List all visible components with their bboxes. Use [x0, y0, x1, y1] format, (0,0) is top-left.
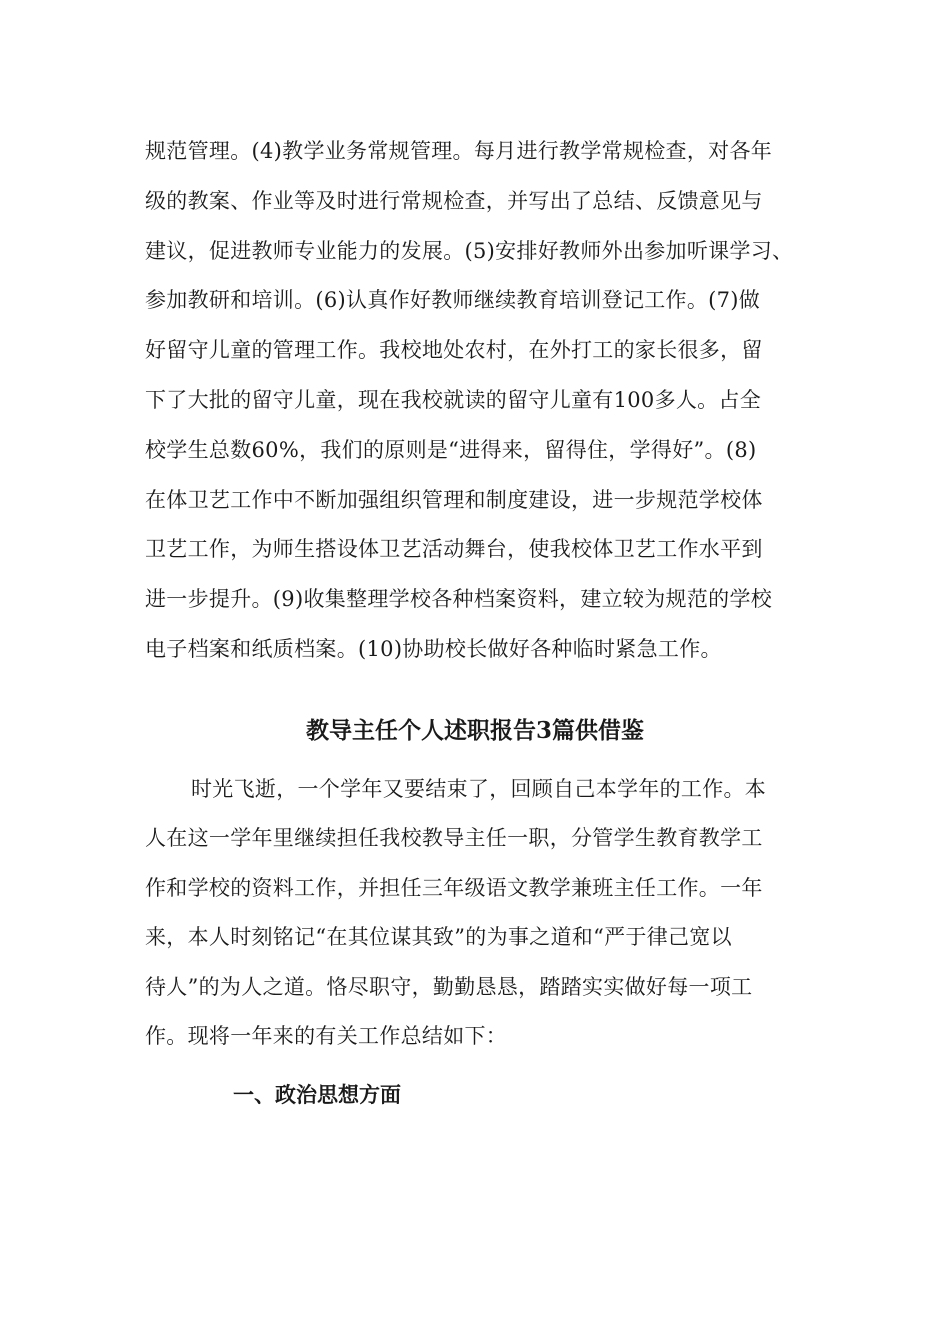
paragraph1-line-8: 在体卫艺工作中不断加强组织管理和制度建设，进一步规范学校体	[145, 488, 763, 512]
paragraph1-line-5: 好留守儿童的管理工作。我校地处农村，在外打工的家长很多，留	[145, 338, 763, 362]
paragraph1-line-9: 卫艺工作，为师生搭设体卫艺活动舞台，使我校体卫艺工作水平到	[145, 537, 763, 561]
intro-line-1: 时光飞逝，一个学年又要结束了，回顾自己本学年的工作。本	[191, 777, 767, 801]
paragraph1-line-10: 进一步提升。(9)收集整理学校各种档案资料，建立较为规范的学校	[145, 587, 773, 611]
intro-line-6: 作。现将一年来的有关工作总结如下：	[145, 1024, 508, 1048]
paragraph1-line-7: 校学生总数60%，我们的原则是“进得来，留得住，学得好”。(8)	[145, 438, 757, 462]
paragraph1-line-6: 下了大批的留守儿童，现在我校就读的留守儿童有100多人。占全	[145, 388, 762, 412]
paragraph1-line-1: 规范管理。(4)教学业务常规管理。每月进行教学常规检查，对各年	[145, 139, 773, 163]
paragraph1-line-4: 参加教研和培训。(6)认真作好教师继续教育培训登记工作。(7)做	[145, 288, 761, 312]
intro-line-5: 待人”的为人之道。恪尽职守，勤勤恳恳，踏踏实实做好每一项工	[145, 975, 753, 999]
paragraph1-line-11: 电子档案和纸质档案。(10)协助校长做好各种临时紧急工作。	[145, 637, 722, 661]
intro-line-3: 作和学校的资料工作，并担任三年级语文教学兼班主任工作。一年	[145, 876, 763, 900]
paragraph1-line-3: 建议，促进教师专业能力的发展。(5)安排好教师外出参加听课学习、	[145, 239, 794, 263]
intro-line-4: 来，本人时刻铭记“在其位谋其致”的为事之道和“严于律己宽以	[145, 925, 732, 949]
intro-line-2: 人在这一学年里继续担任我校教导主任一职，分管学生教育教学工	[145, 826, 763, 850]
section1-heading: 一、政治思想方面	[233, 1082, 401, 1107]
article-title: 教导主任个人述职报告3篇供借鉴	[305, 717, 644, 744]
paragraph1-line-2: 级的教案、作业等及时进行常规检查，并写出了总结、反馈意见与	[145, 189, 763, 213]
